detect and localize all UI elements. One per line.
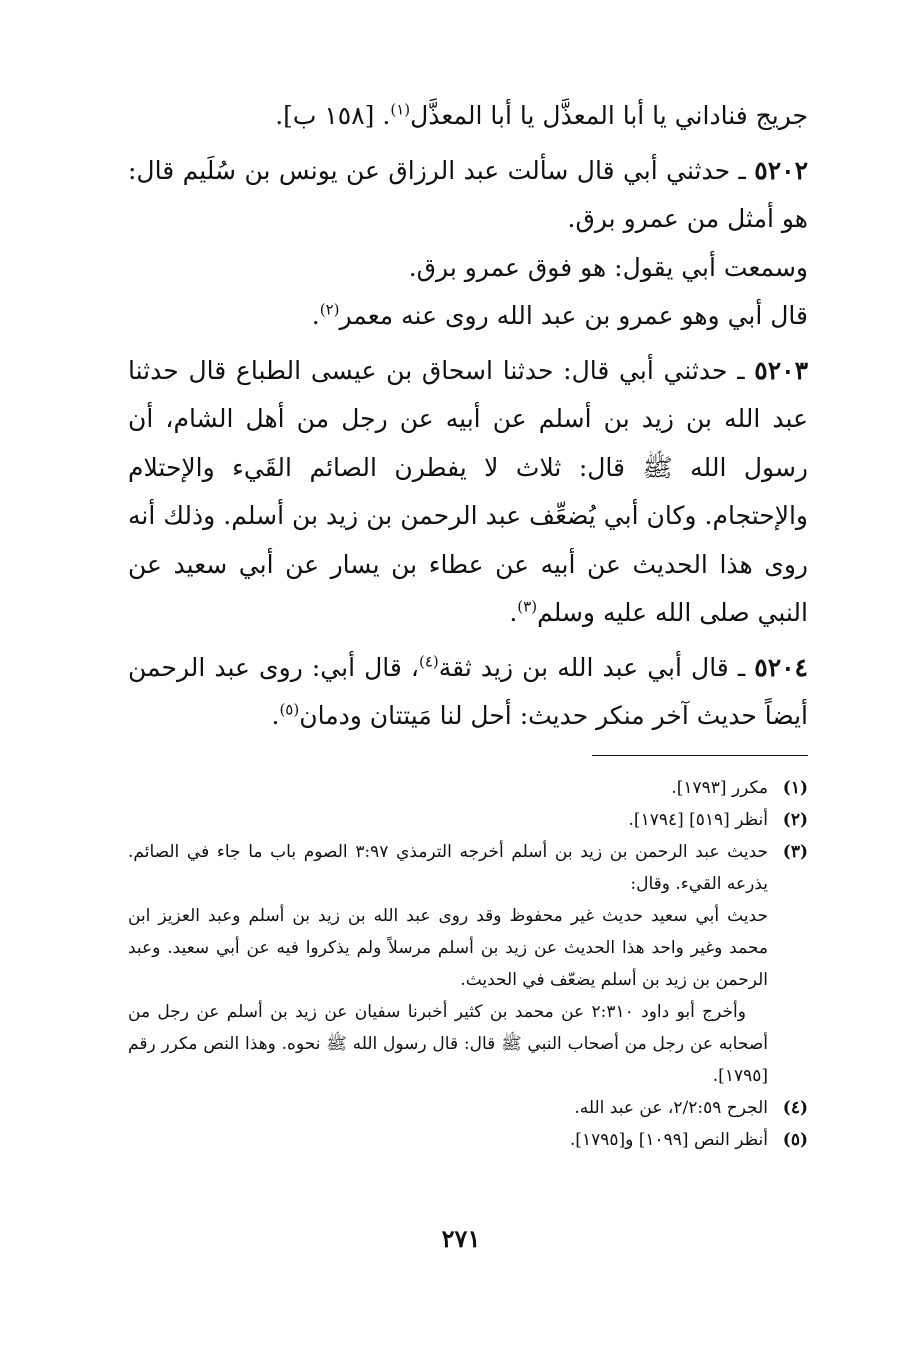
footnote-3 [128,836,808,1092]
footnote-paragraph: مكرر [١٧٩٣]. [671,777,768,798]
footnote-text [128,804,768,836]
entry-5202-line-3 [128,292,808,341]
footnote-ref-5: (٥) [279,700,300,719]
continuation-text: جريج فناداني يا أبا المعذَّل يا أبا المعذَّل [410,101,808,130]
footnote-2 [128,804,808,836]
entry-tail: . [311,301,320,330]
footnote-ref-2: (٢) [319,300,340,319]
entry-5202 [128,147,808,244]
continuation-tail: . [١٥٨ ب]. [275,101,391,130]
footnote-text [128,836,768,1092]
entry-text: ، قال أبي: روى عبد الرحمن أيضاً حديث آخر منكر حديث: أحل لنا مَيتتان ودمان [128,652,808,730]
entry-5204 [128,644,808,741]
entry-number: ٥٢٠٣ [754,355,808,385]
footnote-4 [128,1092,808,1124]
entry-5202-line-2 [128,244,808,293]
entry-5203 [128,347,808,638]
footnotes [128,772,808,1156]
footnote-label: (٤) [782,1097,808,1118]
footnote-paragraph: أنظر [٥١٩] [١٧٩٤]. [628,809,768,830]
footnote-ref-3: (٣) [517,597,538,616]
entry-number: ٥٢٠٢ [754,155,808,185]
page-number: ٢٧١ [441,1224,481,1253]
entry-text: ـ حدثني أبي قال سألت عبد الرزاق عن يونس بن سُلَيم قال: هو أمثل من عمرو برق. [128,155,808,233]
page-body [128,92,808,1156]
footnote-paragraph: وأخرج أبو داود ٢:٣١٠ عن محمد بن كثير أخبرنا سفيان عن زيد بن أسلم عن رجل من أصحابه عن رجل من أصحاب النبي ﷺ قال: قال رسول الله ﷺ نحوه. وهذا النص مكرر رقم [١٧٩٥]. [128,1001,768,1086]
continuation-line [128,92,808,141]
footnote-paragraph: الجرح ٢/٢:٥٩، عن عبد الله. [574,1097,768,1118]
footnote-quote: حديث أبي سعيد حديث غير محفوظ وقد روى عبد الله بن زيد بن أسلم وعبد العزيز ابن محمد وغير واحد هذا الحديث عن زيد بن أسلم مرسلاً ولم يذكروا فيه عن أبي سعيد. وعبد الرحمن بن زيد بن أسلم يضعّف في الحديث. [128,905,768,990]
entry-text: ـ قال أبي عبد الله بن زيد ثقة [438,652,755,682]
footnote-label: (١) [782,777,808,798]
entry-text: وسمعت أبي يقول: هو فوق عمرو برق. [408,252,808,282]
footnote-label: (٣) [782,841,808,862]
footnote-text [128,772,768,804]
main-text [128,92,808,741]
entry-text: ـ حدثني أبي قال: حدثنا اسحاق بن عيسى الطباع قال حدثنا عبد الله بن زيد بن أسلم عن أبيه عن رجل من أهل الشام، أن رسول الله ﷺ قال: ثلاث لا يفطرن الصائم القَيء والإحتلام والإحتجام. وكان أبي يُضعِّف عبد الرحمن بن زيد بن أسلم. وذلك أنه روى هذا الحديث عن أبيه عن عطاء بن يسار عن أبي سعيد عن النبي صلى الله عليه وسلم [128,355,808,627]
footnote-text [128,1124,768,1156]
footnote-paragraph: أنظر النص [١٠٩٩] و[١٧٩٥]. [569,1129,768,1150]
footnote-5 [128,1124,808,1156]
footnote-ref-4: (٤) [419,652,439,671]
footnote-divider [592,755,808,756]
footnote-label: (٥) [782,1129,808,1150]
entry-text: قال أبي وهو عمرو بن عبد الله روى عنه معمر [339,301,808,330]
footnote-ref-1: (١) [390,100,411,119]
entry-tail: . [509,598,518,627]
footnote-label: (٢) [782,809,808,830]
footnote-paragraph: حديث عبد الرحمن بن زيد بن أسلم أخرجه الترمذي ٣:٩٧ الصوم باب ما جاء في الصائم. يذرعه القيء. وقال: [128,841,768,894]
entry-number: ٥٢٠٤ [754,652,808,682]
entry-tail: . [271,701,280,730]
footnote-text [128,1092,768,1124]
footnote-1 [128,772,808,804]
